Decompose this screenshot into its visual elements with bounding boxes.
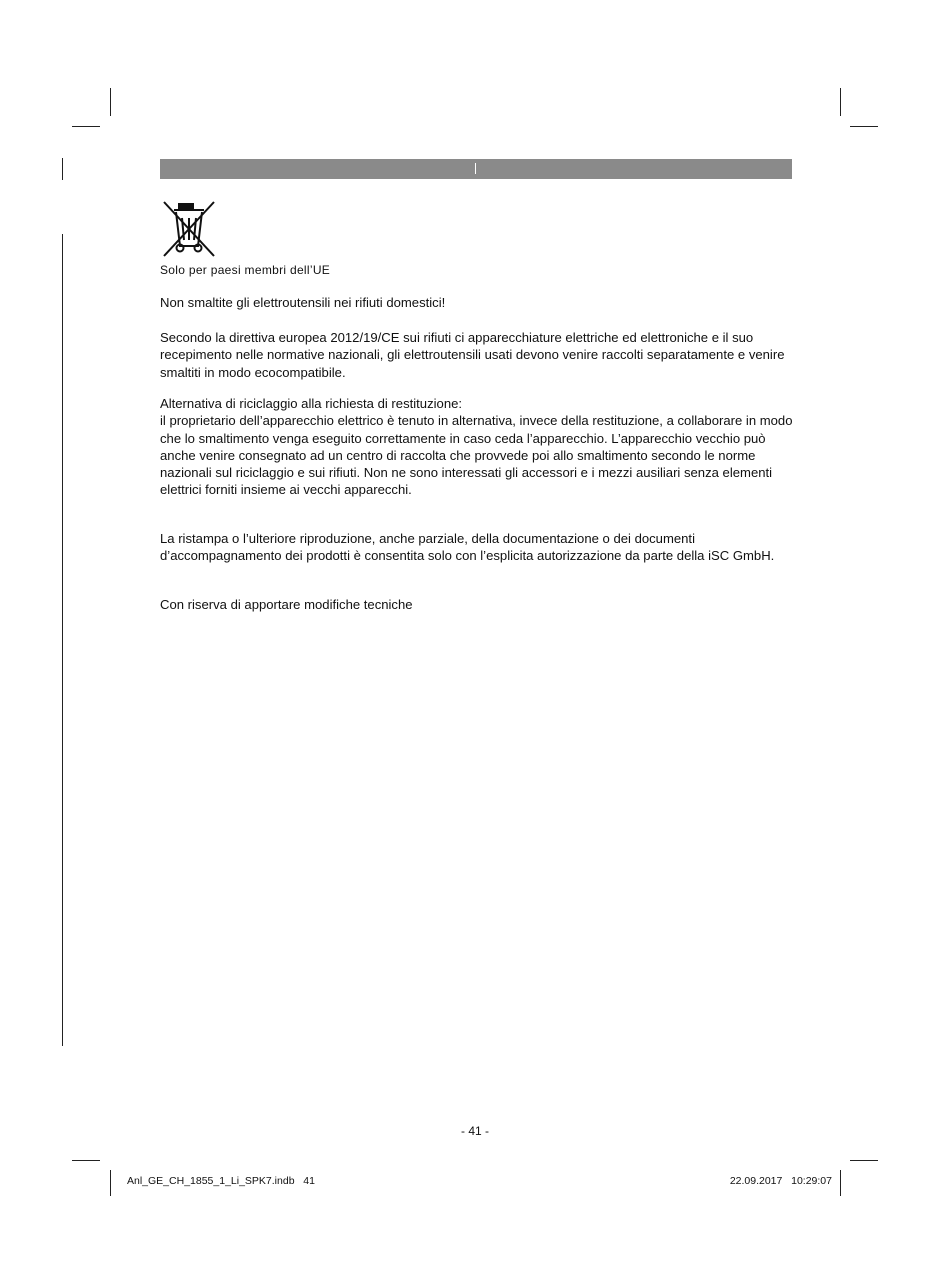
section-header-bar [160, 159, 792, 179]
crop-mark [110, 1170, 111, 1196]
crop-mark [840, 88, 841, 116]
crop-mark [840, 1170, 841, 1196]
recycling-body: il proprietario dell’apparecchio elettrico è tenuto in alternativa, invece della restituzione, a collaborare in modo che lo smaltimento venga eseguito correttamente in caso ceda l’apparecchio. L’apparecchio vecchio può anche venire consegnato ad un centro di raccolta che provvede poi allo smaltimento secondo le norme nazionali sul riciclaggio e sui rifiuti. Non ne sono interessati gli accessori e i mezzi ausiliari senza elementi elettrici forniti insieme ai vecchi apparecchi. [160, 413, 793, 498]
crop-mark [62, 158, 63, 180]
binding-line [62, 234, 63, 1046]
recycling-heading: Alternativa di riciclaggio alla richiesta di restituzione: [160, 396, 463, 411]
paragraph-recycling [160, 395, 795, 499]
paragraph-directive: Secondo la direttiva europea 2012/19/CE sui rifiuti ci apparecchiature elettriche ed elettroniche e il suo recepimento nelle normative nazionali, gli elettroutensili usati devono venire raccolti separatamente e venire smaltiti in modo ecocompatibile. [160, 330, 785, 380]
crossed-out-wheelie-bin-icon [160, 198, 218, 260]
paragraph-disposal-warning: Non smaltite gli elettroutensili nei rifiuti domestici! [160, 295, 446, 310]
crop-mark [850, 126, 878, 127]
crop-mark [850, 1160, 878, 1161]
footer-timestamp: 22.09.2017 10:29:07 [729, 1175, 832, 1187]
footer-filename: Anl_GE_CH_1855_1_Li_SPK7.indb 41 [127, 1175, 315, 1187]
crop-mark [72, 126, 100, 127]
crop-mark [72, 1160, 100, 1161]
paragraph-technical-changes: Con riserva di apportare modifiche tecniche [160, 597, 413, 612]
header-divider [475, 163, 476, 174]
page-number: - 41 - [460, 1124, 489, 1138]
crop-mark [110, 88, 111, 116]
paragraph-reprint-notice: La ristampa o l’ulteriore riproduzione, anche parziale, della documentazione o dei documenti d’accompagnamento dei prodotti è consentita solo con l’esplicita autorizzazione da parte della iSC GmbH. [160, 531, 775, 564]
weee-caption: Solo per paesi membri dell’UE [160, 263, 331, 277]
